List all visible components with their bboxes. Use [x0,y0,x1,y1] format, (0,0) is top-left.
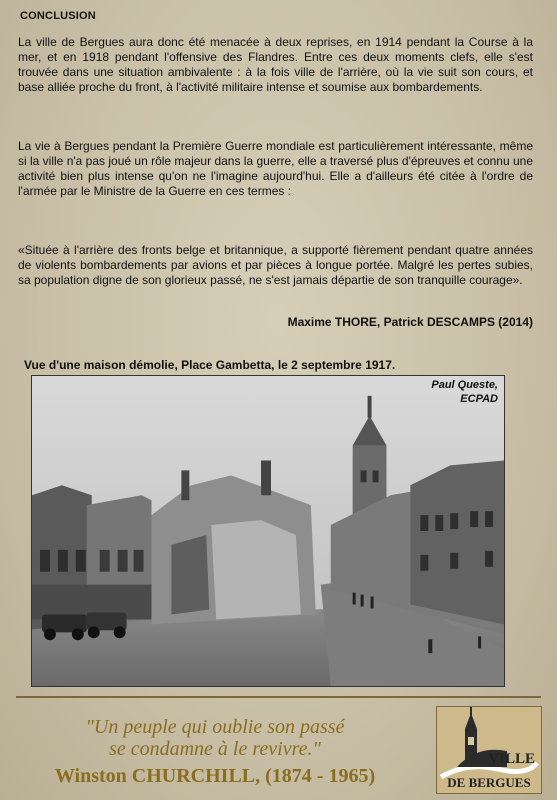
quote-author: Winston CHURCHILL, (1874 - 1965) [54,765,376,787]
section-heading: CONCLUSION [20,10,96,22]
photo-credit [431,378,498,406]
quote-line-1: "Un peuple qui oublie son passé [85,716,345,738]
street-scene-image [32,376,504,686]
authors-signature: Maxime THORE, Patrick DESCAMPS (2014) [287,315,533,329]
quote-line-2: se condamne à le revivre." [109,738,321,760]
paragraph-3-citation: «Située à l'arrière des fronts belge et britannique, a supporté fièrement pendant quatre années de violents bombardements par avions et par pièces à longue portée. Malgré les pertes subies, sa population digne de son glorieux passé, ne s'est jamais départie de son tranquille courage». [18,243,533,287]
logo-bergues-text: DE BERGUES [447,775,531,790]
photo-credit-source: ECPAD [460,393,498,405]
paragraph-2: La vie à Bergues pendant la Première Guerre mondiale est particulièrement intéressante, même si la ville n'a pas joué un rôle majeur dans la guerre, elle a traversé plus d'épreuves et connu une activité bien plus intense qu'on ne l'imagine aujourd'hui. Elle a d'ailleurs été citée à l'ordre de l'armée par le Ministre de la Guerre en ces termes : [18,139,533,198]
photo-credit-author: Paul Queste, [431,379,498,391]
historic-photo [31,375,505,687]
paragraph-1: La ville de Bergues aura donc été menacée à deux reprises, en 1914 pendant la Course à la mer, et en 1918 pendant l'offensive des Flandres. Entre ces deux moments clefs, elle s'est trouvée dans une situation ambivalente : à la fois ville de l'arrière, où la vie suit son cours, et base alliée proche du front, à l'activité militaire intense et soumise aux bombardements. [18,35,533,94]
ville-de-bergues-logo [436,706,542,794]
photo-caption: Vue d'une maison démolie, Place Gambetta, le 2 septembre 1917. [24,358,396,372]
divider-rule [16,696,541,698]
logo-ville-text: VILLE [488,751,535,767]
churchill-quote [40,716,390,760]
